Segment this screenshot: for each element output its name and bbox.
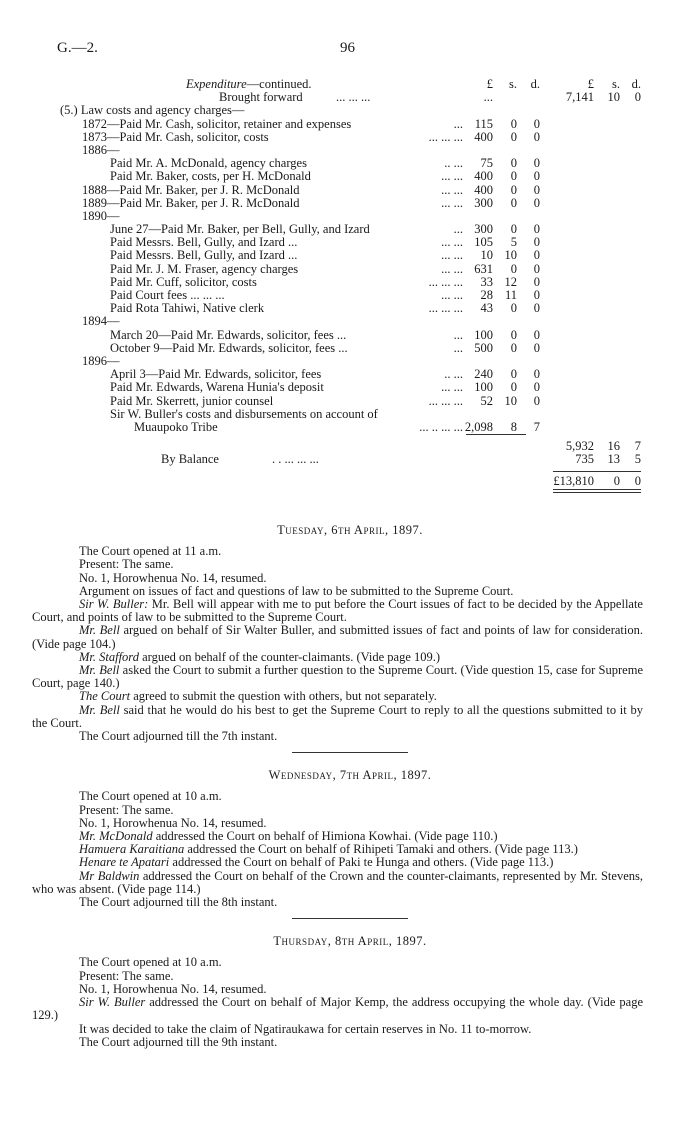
grand-total-pounds: £13,810 (553, 474, 594, 489)
minute-line: Argument on issues of fact and questions of law to be submitted to the Supreme Court. (79, 583, 514, 598)
minute-line: Present: The same. (79, 557, 174, 572)
row-dots: ... ... (441, 288, 463, 302)
row-description: 1888—Paid Mr. Baker, per J. R. McDonald (82, 182, 300, 197)
brought-forward-pence: 0 (634, 90, 641, 105)
row-dots: ... (453, 222, 463, 237)
row-description: 1894— (82, 314, 120, 329)
minute-line: It was decided to take the claim of Ngatiraukawa for certain reserves in No. 11 to-morrow. (79, 1021, 532, 1036)
row-shillings: 8 (510, 419, 517, 434)
row-pence: 0 (533, 235, 540, 250)
subtotal-pence: 7 (634, 439, 641, 454)
page-number: 96 (340, 40, 355, 56)
col-header-shillings: s. (509, 77, 517, 91)
row-description: Paid Rota Tahiwi, Native clerk (110, 301, 265, 316)
paragraph-text: addressed the Court on behalf of Rihipeti Tamaki and others. (Vide page 113.) (184, 842, 578, 857)
row-description: October 9—Paid Mr. Edwards, solicitor, fees ... (110, 340, 348, 355)
row-pence: 0 (533, 393, 540, 408)
row-pounds: 400 (474, 182, 493, 197)
row-shillings: 0 (510, 327, 517, 342)
row-dots: ... .. ... ... (419, 419, 463, 434)
paragraph-text: argued on behalf of Sir Walter Buller, and submitted issues of fact and points of law for consideration. (Vide page 104.) (32, 623, 643, 651)
row-pence: 0 (533, 288, 540, 302)
minute-line: The Court opened at 10 a.m. (79, 955, 222, 970)
subtotal-rule (466, 434, 526, 435)
speaker-name: Mr Baldwin (79, 868, 140, 883)
row-description: Muaupoko Tribe (134, 419, 218, 434)
row-pounds: 500 (474, 340, 493, 355)
col-header-shillings-2: s. (612, 77, 620, 91)
brought-forward-col1: ... (483, 90, 493, 105)
speaker-name: The Court (79, 689, 131, 704)
row-description: June 27—Paid Mr. Baker, per Bell, Gully, and Izard (110, 222, 370, 237)
row-dots: ... ... ... (428, 274, 463, 289)
section-label: (5.) Law costs and agency charges— (60, 103, 245, 118)
expenditure-table (0, 78, 700, 495)
row-description: Paid Mr. Baker, costs, per H. McDonald (110, 169, 311, 184)
col-header-pounds-2: £ (587, 77, 594, 91)
minute-paragraph (0, 704, 700, 730)
row-description: Paid Mr. Edwards, Warena Hunia's deposit (110, 380, 324, 395)
row-shillings: 0 (510, 195, 517, 210)
expenditure-row (0, 408, 700, 421)
expenditure-row (0, 170, 700, 183)
row-pounds: 43 (480, 301, 493, 316)
double-rule-row (0, 489, 700, 495)
row-pounds: 115 (474, 116, 493, 131)
minute-line: The Court opened at 11 a.m. (79, 544, 222, 559)
row-shillings: 0 (510, 222, 517, 237)
speaker-name: Mr. McDonald (79, 829, 153, 844)
row-pence: 0 (533, 116, 540, 131)
paragraph-text: addressed the Court on behalf of Major Kemp, the address occupying the whole day. (Vide page 129.) (32, 995, 643, 1023)
expenditure-row (0, 368, 700, 381)
minute-line: Present: The same. (79, 968, 174, 983)
row-pounds: 631 (474, 261, 493, 276)
row-shillings: 0 (510, 367, 517, 382)
speaker-name: Mr. Bell (79, 623, 120, 638)
expenditure-row (0, 131, 700, 144)
expenditure-row (0, 197, 700, 210)
row-shillings: 0 (510, 340, 517, 355)
expenditure-row (0, 223, 700, 236)
section-row (0, 104, 700, 117)
double-rule-top (553, 489, 641, 490)
expenditure-title: Expenditure—continued. (186, 77, 312, 91)
paragraph-text: asked the Court to submit a further question to the Supreme Court. (Vide question 15, case for Supreme Court, page 140.) (32, 663, 643, 691)
expenditure-row (0, 355, 700, 368)
grand-total-shillings: 0 (613, 474, 620, 489)
row-dots: ... ... (441, 235, 463, 250)
row-dots: ... ... ... (428, 301, 463, 316)
brought-forward-shillings: 10 (607, 90, 620, 105)
row-pounds: 28 (480, 288, 493, 302)
row-shillings: 5 (510, 235, 517, 250)
balance-pence: 5 (634, 452, 641, 467)
total-rule-row (0, 466, 700, 474)
row-shillings: 10 (504, 248, 517, 263)
row-pounds: 100 (474, 327, 493, 342)
brought-forward-dots: ... ... ... (336, 90, 371, 105)
grand-total-row (0, 474, 700, 489)
expenditure-row (0, 157, 700, 170)
row-description: Paid Messrs. Bell, Gully, and Izard ... (110, 235, 298, 250)
balance-shillings: 13 (607, 452, 620, 467)
paragraph-text: addressed the Court on behalf of Paki te Hunga and others. (Vide page 113.) (169, 855, 554, 870)
row-pence: 0 (533, 380, 540, 395)
expenditure-row (0, 315, 700, 328)
row-pounds: 2,098 (464, 419, 493, 434)
minute-paragraph (0, 996, 700, 1022)
expenditure-row (0, 184, 700, 197)
row-description: Paid Mr. A. McDonald, agency charges (110, 156, 307, 171)
row-pence: 0 (533, 129, 540, 144)
minute-line: No. 1, Horowhenua No. 14, resumed. (79, 570, 267, 585)
row-pounds: 10 (480, 248, 493, 263)
row-shillings: 0 (510, 301, 517, 316)
row-dots: ... ... ... (428, 393, 463, 408)
paragraph-text: argued on behalf of the counter-claimants. (Vide page 109.) (138, 649, 441, 664)
paragraph-text: Mr. Bell will appear with me to put before the Court issues of fact to be decided by the Appellate Court, and points of law to be submitted to the Supreme Court. (32, 597, 643, 625)
document-code: G.—2. (57, 40, 98, 56)
row-description: Paid Mr. Skerrett, junior counsel (110, 393, 274, 408)
expenditure-row (0, 421, 700, 434)
expenditure-row (0, 118, 700, 131)
minute-paragraph (0, 870, 700, 896)
expenditure-row (0, 381, 700, 394)
row-shillings: 11 (504, 288, 517, 302)
adjourn-line: The Court adjourned till the 7th instant. (79, 729, 278, 744)
row-dots: ... ... (441, 182, 463, 197)
minute-line: No. 1, Horowhenua No. 14, resumed. (79, 981, 267, 996)
brought-forward-pounds: 7,141 (565, 90, 594, 105)
row-pence: 0 (533, 222, 540, 237)
row-shillings: 10 (504, 393, 517, 408)
expenditure-row (0, 236, 700, 249)
paragraph-text: addressed the Court on behalf of Himiona Kowhai. (Vide page 110.) (152, 829, 498, 844)
subtotal-row (0, 440, 700, 453)
brought-forward-label: Brought forward (219, 90, 303, 105)
row-description: March 20—Paid Mr. Edwards, solicitor, fees ... (110, 327, 347, 342)
row-shillings: 0 (510, 169, 517, 184)
col-header-pence: d. (530, 77, 540, 91)
row-pence: 0 (533, 261, 540, 276)
row-pounds: 300 (474, 222, 493, 237)
row-shillings: 0 (510, 182, 517, 197)
minute-line: The Court opened at 10 a.m. (79, 789, 222, 804)
balance-row (0, 453, 700, 466)
speaker-name: Henare te Apatari (79, 855, 170, 870)
row-dots: ... (453, 327, 463, 342)
paragraph-text: addressed the Court on behalf of the Crown and the counter-claimants, represented by Mr. Stevens, who was absent. (Vide page 114.) (32, 868, 643, 896)
row-description: Sir W. Buller's costs and disbursements on account of (110, 406, 378, 421)
adjourn-line: The Court adjourned till the 8th instant. (79, 895, 278, 910)
row-dots: ... ... (441, 261, 463, 276)
col-header-pounds: £ (486, 77, 493, 91)
subtotal-shillings: 16 (607, 439, 620, 454)
row-shillings: 0 (510, 129, 517, 144)
row-dots: ... (453, 116, 463, 131)
row-dots: .. ... (444, 367, 463, 382)
day-heading (0, 769, 700, 782)
row-dots: ... ... (441, 380, 463, 395)
section-separator (292, 752, 408, 753)
row-description: 1889—Paid Mr. Baker, per J. R. McDonald (82, 195, 300, 210)
row-pence: 0 (533, 248, 540, 263)
expenditure-rows (0, 118, 700, 435)
row-pounds: 52 (480, 393, 493, 408)
speaker-name: Mr. Stafford (79, 649, 139, 664)
row-description: 1873—Paid Mr. Cash, solicitor, costs (82, 129, 269, 144)
double-rule-bottom (553, 492, 641, 493)
row-pence: 0 (533, 182, 540, 197)
day-heading-text: Wednesday, 7th April, 1897. (268, 768, 432, 783)
row-dots: .. ... (444, 156, 463, 171)
expenditure-row (0, 342, 700, 355)
balance-label: By Balance (161, 452, 219, 467)
minute-line: Present: The same. (79, 802, 174, 817)
minute-paragraph (0, 664, 700, 690)
row-description: Paid Mr. J. M. Fraser, agency charges (110, 261, 299, 276)
row-description: 1890— (82, 208, 120, 223)
row-shillings: 0 (510, 380, 517, 395)
row-description: April 3—Paid Mr. Edwards, solicitor, fees (110, 367, 322, 382)
speaker-name: Mr. Bell (79, 702, 120, 717)
row-dots: ... (453, 340, 463, 355)
row-dots: ... ... (441, 169, 463, 184)
total-rule (553, 471, 641, 472)
day-heading-text: Thursday, 8th April, 1897. (273, 934, 427, 949)
minute-line: No. 1, Horowhenua No. 14, resumed. (79, 815, 267, 830)
row-pence: 0 (533, 367, 540, 382)
row-pounds: 100 (474, 380, 493, 395)
row-pence: 0 (533, 274, 540, 289)
row-pence: 0 (533, 195, 540, 210)
paragraph-text: said that he would do his best to get the Supreme Court to reply to all the questions submitted to it by the Court. (32, 702, 643, 730)
row-dots: ... ... (441, 195, 463, 210)
balance-dots: . . ... ... ... (272, 452, 319, 467)
minute-paragraph (0, 624, 700, 650)
speaker-name: Hamuera Karaitiana (79, 842, 185, 857)
expenditure-row (0, 276, 700, 289)
row-description: 1872—Paid Mr. Cash, solicitor, retainer and expenses (82, 116, 352, 131)
row-description: Paid Messrs. Bell, Gully, and Izard ... (110, 248, 298, 263)
balance-pounds: 735 (575, 452, 594, 467)
row-pounds: 300 (474, 195, 493, 210)
row-pence: 7 (533, 419, 540, 434)
expenditure-row (0, 249, 700, 262)
expenditure-row (0, 263, 700, 276)
expenditure-row (0, 395, 700, 408)
row-pence: 0 (533, 327, 540, 342)
row-pence: 0 (533, 301, 540, 316)
row-dots: ... ... (441, 248, 463, 263)
minute-line: The Court adjourned till the 9th instant. (79, 1034, 278, 1049)
day-heading (0, 524, 700, 537)
row-pounds: 75 (480, 156, 493, 171)
row-shillings: 12 (504, 274, 517, 289)
row-description: 1896— (82, 353, 120, 368)
row-pounds: 400 (474, 169, 493, 184)
row-pence: 0 (533, 169, 540, 184)
expenditure-row (0, 329, 700, 342)
row-pounds: 240 (474, 367, 493, 382)
day-heading (0, 935, 700, 948)
speaker-name: Sir W. Buller (79, 995, 146, 1010)
paragraph-text: agreed to submit the question with others, but not separately. (130, 689, 437, 704)
day-heading-text: Tuesday, 6th April, 1897. (277, 523, 423, 537)
row-pence: 0 (533, 156, 540, 171)
row-description: Paid Mr. Cuff, solicitor, costs (110, 274, 257, 289)
expenditure-row (0, 289, 700, 302)
row-pounds: 33 (480, 274, 493, 289)
minute-paragraph (0, 598, 700, 624)
row-pence: 0 (533, 340, 540, 355)
row-pounds: 400 (474, 129, 493, 144)
section-separator (292, 918, 408, 919)
row-dots: ... ... ... (428, 129, 463, 144)
expenditure-row (0, 144, 700, 157)
row-shillings: 0 (510, 116, 517, 131)
row-description: 1886— (82, 142, 120, 157)
row-shillings: 0 (510, 261, 517, 276)
row-shillings: 0 (510, 156, 517, 171)
row-pounds: 105 (474, 235, 493, 250)
grand-total-pence: 0 (634, 474, 641, 489)
speaker-name: Mr. Bell (79, 663, 120, 678)
court-minutes (0, 520, 700, 1049)
col-header-pence-2: d. (631, 77, 641, 91)
speaker-name: Sir W. Buller: (79, 597, 149, 612)
row-description: Paid Court fees ... ... ... (110, 288, 225, 302)
subtotal-pounds: 5,932 (565, 439, 594, 454)
